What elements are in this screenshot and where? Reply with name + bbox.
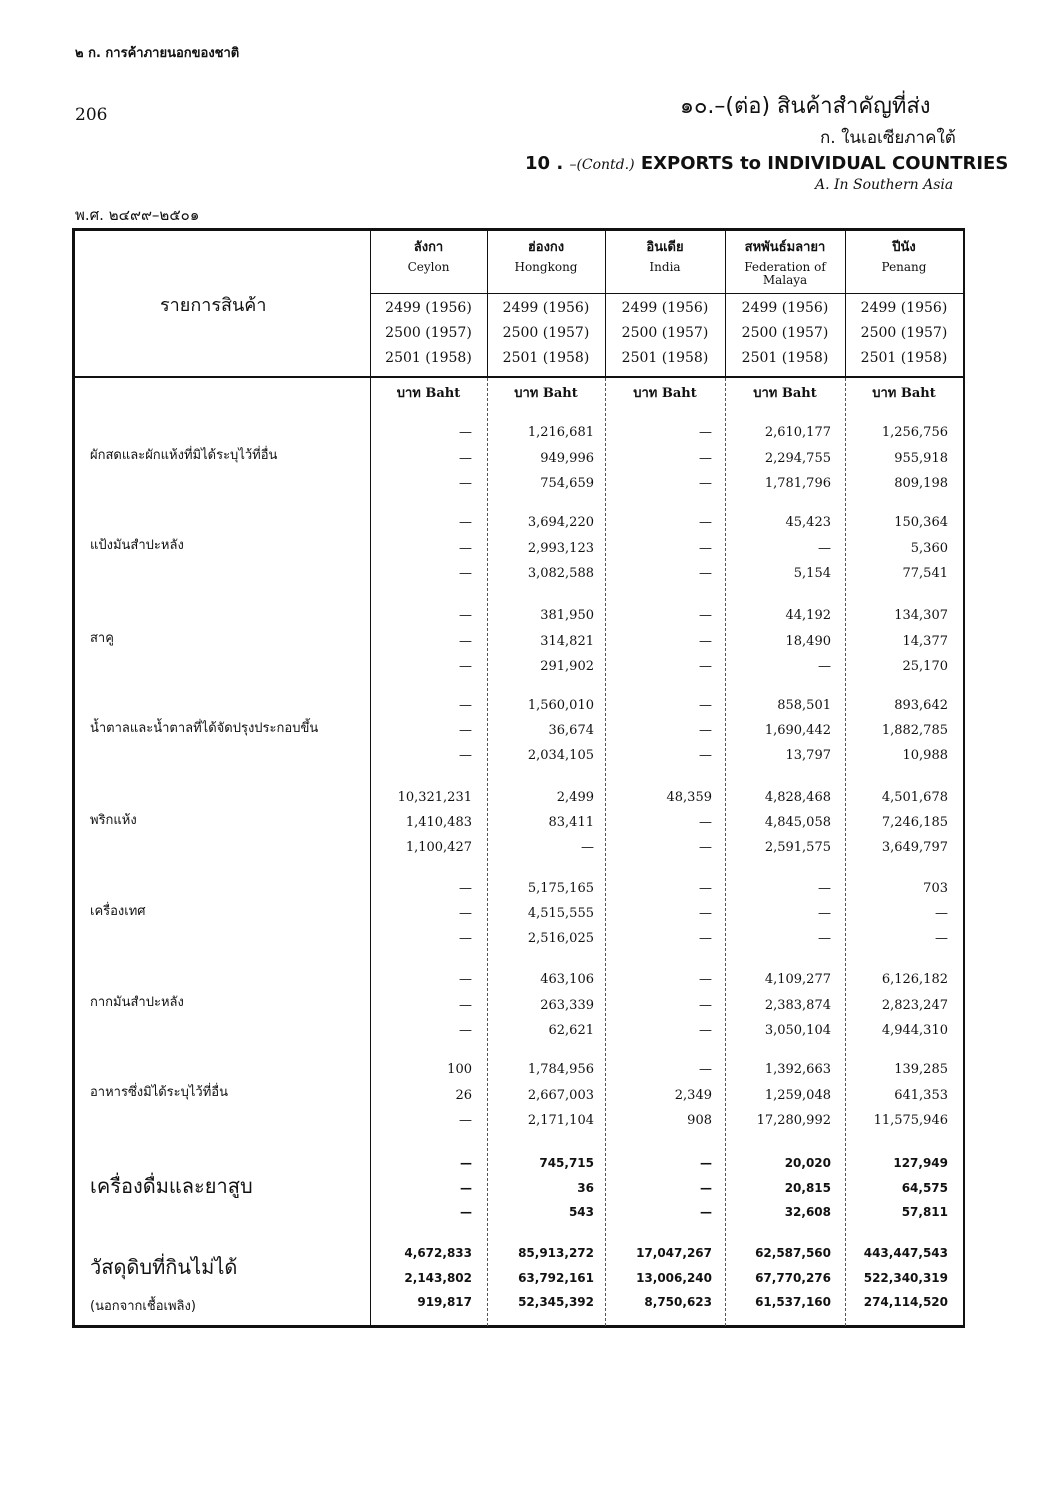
table-cell: 443,447,543	[863, 1246, 948, 1260]
row-label: พริกแห้ง	[90, 813, 137, 828]
subtitle-english: A. In Southern Asia	[815, 177, 954, 193]
row-label: แป้งมันสำปะหลัง	[90, 538, 184, 553]
table-cell: —	[700, 1180, 712, 1195]
year-label: 2501 (1958)	[860, 350, 948, 366]
year-label: 2501 (1958)	[621, 350, 709, 366]
table-cell: 3,694,220	[527, 515, 594, 530]
unit-label: บาท Baht	[633, 386, 697, 401]
table-cell: 1,784,956	[527, 1062, 594, 1077]
title-english	[525, 153, 1008, 174]
table-cell: 2,993,123	[527, 540, 594, 556]
table-cell: —	[459, 698, 472, 713]
table-cell: 754,659	[540, 476, 594, 491]
column-thai-label: สหพันธ์มลายา	[744, 240, 826, 255]
table-cell: 134,307	[894, 608, 948, 623]
row-label: สาคู	[90, 631, 114, 646]
table-left-border	[72, 228, 75, 1328]
table-header-rule	[72, 376, 965, 378]
table-cell: —	[699, 540, 712, 556]
table-cell: —	[699, 425, 712, 440]
table-cell: 32,608	[784, 1205, 831, 1219]
table-cell: —	[818, 906, 831, 921]
table-cell: 291,902	[540, 659, 594, 674]
table-cell: 20,815	[784, 1180, 831, 1195]
table-cell: 274,114,520	[863, 1295, 948, 1309]
table-cell: —	[459, 476, 472, 491]
table-cell: —	[459, 566, 472, 581]
subtitle-thai: ก. ในเอเซียภาคใต้	[820, 128, 956, 148]
year-label: 2499 (1956)	[502, 300, 590, 316]
table-cell: 62,587,560	[755, 1246, 831, 1260]
table-cell: 4,109,277	[764, 972, 831, 987]
table-cell: 2,823,247	[881, 997, 948, 1013]
table-cell: 10,988	[902, 748, 948, 763]
table-cell: 63,792,161	[518, 1270, 594, 1285]
body-sep-4	[845, 378, 846, 1326]
table-cell: 10,321,231	[397, 790, 472, 805]
table-cell: —	[459, 748, 472, 763]
table-cell: —	[699, 659, 712, 674]
table-cell: —	[459, 659, 472, 674]
column-header-4	[845, 236, 963, 274]
table-cell: 745,715	[539, 1156, 594, 1170]
year-label: 2500 (1957)	[621, 325, 709, 341]
column-header-1	[487, 236, 605, 274]
unit-label: บาท Baht	[753, 386, 817, 401]
table-cell: —	[459, 608, 472, 623]
table-cell: 4,501,678	[881, 790, 948, 805]
table-cell: 2,591,575	[764, 840, 831, 855]
table-cell: 2,034,105	[527, 748, 594, 763]
table-cell: 4,828,468	[764, 790, 831, 805]
table-cell: 1,216,681	[527, 425, 594, 440]
table-cell: —	[699, 840, 712, 855]
year-label: 2501 (1958)	[741, 350, 829, 366]
table-cell: 77,541	[902, 566, 948, 581]
table-cell: 858,501	[777, 698, 831, 713]
column-english-label: Hongkong	[514, 260, 578, 274]
table-cell: 25,170	[902, 659, 948, 674]
table-cell: 703	[923, 881, 948, 896]
table-cell: 13,797	[785, 748, 831, 763]
body-sep-0	[370, 378, 371, 1326]
section-header: ๒ ก. การค้าภายนอกของชาติ	[75, 46, 240, 61]
table-cell: —	[699, 1062, 712, 1077]
table-cell: 4,672,833	[404, 1246, 472, 1260]
table-cell: 7,246,185	[881, 815, 948, 830]
table-cell: 2,349	[674, 1087, 712, 1103]
column-thai-label: ปีนัง	[892, 240, 916, 255]
table-cell: 44,192	[785, 608, 831, 623]
table-cell: 20,020	[784, 1156, 831, 1170]
table-cell: —	[459, 881, 472, 896]
table-cell: 1,410,483	[405, 815, 472, 830]
column-english-label: Ceylon	[407, 260, 450, 274]
table-cell: 2,171,104	[527, 1113, 594, 1128]
table-cell: —	[581, 840, 594, 855]
table-cell: 45,423	[785, 515, 831, 530]
table-cell: 8,750,623	[644, 1295, 712, 1309]
stub-heading: รายการสินค้า	[160, 295, 267, 316]
table-cell: 18,490	[785, 633, 831, 649]
table-cell: —	[935, 906, 948, 921]
row-label-note: (นอกจากเชื้อเพลิง)	[90, 1299, 196, 1314]
table-cell: 1,560,010	[527, 698, 594, 713]
unit-label: บาท Baht	[514, 386, 578, 401]
table-cell: 5,360	[910, 540, 948, 556]
table-cell: —	[699, 566, 712, 581]
table-cell: 1,882,785	[881, 723, 948, 738]
table-cell: 2,143,802	[404, 1270, 472, 1285]
table-cell: 4,845,058	[764, 815, 831, 830]
table-cell: 2,610,177	[764, 425, 831, 440]
table-cell: 6,126,182	[881, 972, 948, 987]
table-bottom-rule	[72, 1325, 965, 1328]
year-label: 2499 (1956)	[741, 300, 829, 316]
country-header-rule	[370, 293, 963, 294]
column-english-label: India	[649, 260, 681, 274]
table-cell: 139,285	[894, 1062, 948, 1077]
year-label: 2500 (1957)	[741, 325, 829, 341]
table-cell: —	[459, 997, 472, 1013]
year-label: 2499 (1956)	[860, 300, 948, 316]
table-cell: 1,256,756	[881, 425, 948, 440]
table-cell: 17,280,992	[756, 1113, 831, 1128]
table-cell: 11,575,946	[873, 1113, 948, 1128]
table-cell: 2,294,755	[764, 450, 831, 466]
table-cell: 3,082,588	[527, 566, 594, 581]
table-cell: —	[700, 1156, 712, 1170]
table-right-border	[963, 228, 965, 1328]
table-cell: 150,364	[894, 515, 948, 530]
row-label: กากมันสำปะหลัง	[90, 995, 184, 1010]
table-cell: —	[459, 972, 472, 987]
year-label: 2499 (1956)	[385, 300, 472, 316]
row-label: ผักสดและผักแห้งที่มิได้ระบุไว้ที่อื่น	[90, 448, 278, 463]
table-cell: 5,175,165	[527, 881, 594, 896]
column-english-label: Federation of Malaya	[744, 260, 826, 287]
column-english-label: Penang	[881, 260, 927, 274]
year-label: 2501 (1958)	[385, 350, 472, 366]
table-cell: —	[459, 425, 472, 440]
title-en-main: EXPORTS to INDIVIDUAL COUNTRIES	[640, 153, 1009, 174]
year-label: 2500 (1957)	[502, 325, 590, 341]
unit-label: บาท Baht	[396, 386, 461, 401]
table-cell: 3,050,104	[764, 1023, 831, 1038]
column-thai-label: อินเดีย	[646, 240, 684, 255]
body-sep-1	[487, 378, 488, 1326]
table-cell: 17,047,267	[636, 1246, 712, 1260]
table-cell: 83,411	[548, 815, 594, 830]
table-cell: —	[699, 931, 712, 946]
table-cell: —	[700, 1205, 712, 1219]
table-cell: 36,674	[548, 723, 594, 738]
table-cell: —	[935, 931, 948, 946]
table-cell: 522,340,319	[863, 1270, 948, 1285]
row-label: วัสดุดิบที่กินไม่ได้	[90, 1255, 238, 1279]
table-cell: 100	[447, 1062, 472, 1077]
table-cell: —	[699, 723, 712, 738]
table-cell: 61,537,160	[755, 1295, 831, 1309]
table-cell: —	[460, 1156, 472, 1170]
row-label: อาหารซึ่งมิได้ระบุไว้ที่อื่น	[90, 1085, 228, 1100]
column-header-2	[605, 236, 725, 274]
table-cell: 52,345,392	[518, 1295, 594, 1309]
table-cell: —	[699, 815, 712, 830]
table-cell: 314,821	[540, 633, 594, 649]
column-header-0	[370, 236, 487, 274]
row-label: เครื่องเทศ	[90, 904, 146, 919]
table-cell: 1,100,427	[405, 840, 472, 855]
column-thai-label: ฮ่องกง	[527, 240, 565, 255]
table-cell: 2,499	[556, 790, 594, 805]
year-label: 2500 (1957)	[860, 325, 948, 341]
table-cell: 2,383,874	[764, 997, 831, 1013]
table-cell: 641,353	[894, 1087, 948, 1103]
table-cell: —	[818, 881, 831, 896]
table-cell: 263,339	[540, 997, 594, 1013]
table-cell: 4,944,310	[881, 1023, 948, 1038]
table-cell: —	[459, 906, 472, 921]
table-cell: —	[699, 1023, 712, 1038]
body-sep-3	[725, 378, 726, 1326]
table-cell: —	[459, 633, 472, 649]
column-thai-label: ลังกา	[413, 240, 444, 255]
table-cell: 949,996	[540, 450, 594, 466]
table-cell: —	[459, 1023, 472, 1038]
unit-label: บาท Baht	[872, 386, 936, 401]
table-cell: —	[818, 540, 831, 556]
table-cell: —	[699, 515, 712, 530]
table-cell: 62,621	[548, 1023, 594, 1038]
table-cell: —	[818, 659, 831, 674]
table-cell: 67,770,276	[755, 1270, 831, 1285]
table-cell: 127,949	[893, 1156, 948, 1170]
table-cell: 908	[687, 1113, 712, 1128]
table-cell: —	[699, 608, 712, 623]
table-cell: 1,781,796	[764, 476, 831, 491]
table-cell: 26	[455, 1087, 472, 1103]
title-en-contd: –(Contd.)	[569, 157, 635, 173]
table-cell: —	[460, 1205, 472, 1219]
title-thai: ๑๐.–(ต่อ) สินค้าสำคัญที่ส่ง	[680, 94, 931, 119]
table-cell: —	[459, 931, 472, 946]
table-cell: 2,667,003	[527, 1087, 594, 1103]
column-header-3	[725, 236, 845, 287]
table-cell: 57,811	[901, 1205, 948, 1219]
table-cell: 48,359	[666, 790, 712, 805]
table-cell: —	[699, 906, 712, 921]
table-cell: 809,198	[894, 476, 948, 491]
table-cell: 1,690,442	[764, 723, 831, 738]
table-cell: —	[459, 450, 472, 466]
table-cell: —	[699, 476, 712, 491]
table-cell: 893,642	[894, 698, 948, 713]
table-cell: 13,006,240	[636, 1270, 712, 1285]
row-label: เครื่องดื่มและยาสูบ	[90, 1174, 253, 1198]
table-cell: 1,259,048	[764, 1087, 831, 1103]
year-label: 2501 (1958)	[502, 350, 590, 366]
year-label: 2499 (1956)	[621, 300, 709, 316]
era-range: พ.ศ. ๒๔๙๙–๒๕๐๑	[75, 206, 200, 224]
table-cell: —	[459, 1113, 472, 1128]
table-cell: 4,515,555	[527, 906, 594, 921]
table-cell: —	[459, 515, 472, 530]
table-cell: 463,106	[540, 972, 594, 987]
table-cell: 14,377	[902, 633, 948, 649]
table-cell: —	[699, 450, 712, 466]
title-en-number: 10 .	[525, 153, 564, 174]
body-sep-2	[605, 378, 606, 1326]
table-cell: —	[699, 972, 712, 987]
table-cell: 64,575	[901, 1180, 948, 1195]
table-cell: —	[459, 540, 472, 556]
table-cell: —	[459, 723, 472, 738]
table-cell: 36	[577, 1180, 594, 1195]
table-cell: —	[818, 931, 831, 946]
row-label: น้ำตาลและน้ำตาลที่ได้จัดปรุงประกอบขึ้น	[90, 721, 319, 736]
table-cell: 2,516,025	[527, 931, 594, 946]
page-number: 206	[75, 105, 108, 125]
table-cell: —	[699, 997, 712, 1013]
table-cell: —	[699, 698, 712, 713]
table-top-rule	[72, 228, 965, 231]
table-cell: 5,154	[793, 566, 831, 581]
table-cell: —	[699, 633, 712, 649]
year-label: 2500 (1957)	[385, 325, 472, 341]
table-cell: 381,950	[540, 608, 594, 623]
table-cell: 955,918	[894, 450, 948, 466]
table-cell: 1,392,663	[764, 1062, 831, 1077]
table-cell: —	[699, 748, 712, 763]
table-cell: —	[699, 881, 712, 896]
table-cell: 919,817	[417, 1295, 472, 1309]
table-cell: 85,913,272	[518, 1246, 594, 1260]
table-cell: 543	[568, 1205, 594, 1219]
table-cell: —	[460, 1180, 472, 1195]
table-cell: 3,649,797	[881, 840, 948, 855]
